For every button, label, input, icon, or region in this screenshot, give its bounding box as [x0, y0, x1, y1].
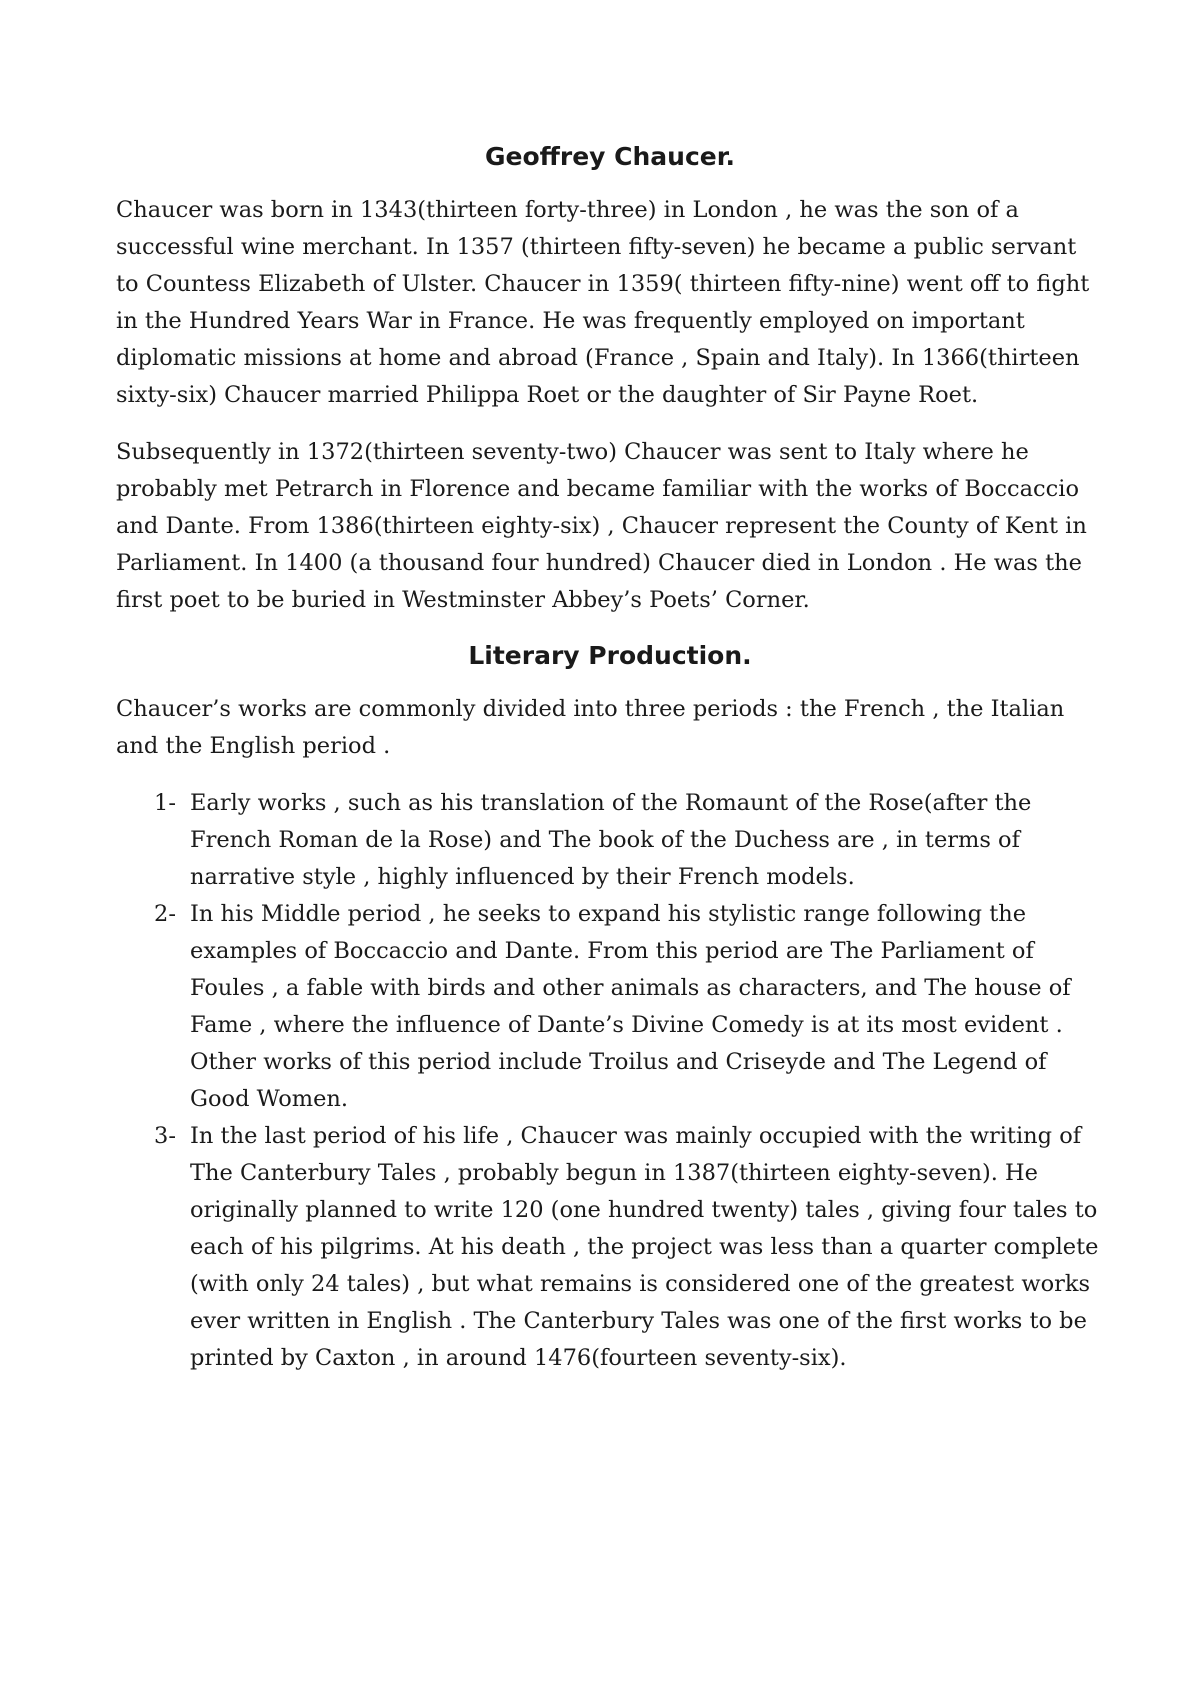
list-item-text: Early works , such as his translation of the Romaunt of the Rose(after the French Roman de la Rose) and The book of the Duchess are , in terms of narrative style , highly influenced by their French models.	[190, 790, 1032, 890]
section-title: Literary Production.	[468, 641, 752, 670]
list-item-number: 3-	[154, 1123, 176, 1149]
list-item	[154, 896, 1104, 1118]
list-item-text: In his Middle period , he seeks to expand his stylistic range following the examples of Boccaccio and Dante. From this period are The Parliament of Foules , a fable with birds and other animals as characters, and The house of Fame , where the influence of Dante’s Divine Comedy is at its most evident . Other works of this period include Troilus and Criseyde and The Legend of Good Women.	[190, 901, 1071, 1112]
section-intro: Chaucer’s works are commonly divided into three periods : the French , the Italian and the English period .	[116, 696, 1065, 759]
periods-list	[116, 785, 1104, 1377]
list-item-number: 1-	[154, 790, 176, 816]
page-title: Geoffrey Chaucer.	[484, 142, 736, 171]
list-item	[154, 1118, 1104, 1377]
biography-paragraph-1: Chaucer was born in 1343(thirteen forty-three) in London , he was the son of a successful wine merchant. In 1357 (thirteen fifty-seven) he became a public servant to Countess Elizabeth of Ulster. Chaucer in 1359( thirteen fifty-nine) went off to fight in the Hundred Years War in France. He was frequently employed on important diplomatic missions at home and abroad (France , Spain and Italy). In 1366(thirteen sixty-six) Chaucer married Philippa Roet or the daughter of Sir Payne Roet.	[116, 197, 1090, 408]
list-item-text: In the last period of his life , Chaucer was mainly occupied with the writing of The Canterbury Tales , probably begun in 1387(thirteen eighty-seven). He originally planned to write 120 (one hundred twenty) tales , giving four tales to each of his pilgrims. At his death , the project was less than a quarter complete (with only 24 tales) , but what remains is considered one of the greatest works ever written in English . The Canterbury Tales was one of the first works to be printed by Caxton , in around 1476(fourteen seventy-six).	[190, 1123, 1099, 1371]
list-item	[154, 785, 1104, 896]
list-item-number: 2-	[154, 901, 176, 927]
biography-paragraph-2: Subsequently in 1372(thirteen seventy-two) Chaucer was sent to Italy where he probably met Petrarch in Florence and became familiar with the works of Boccaccio and Dante. From 1386(thirteen eighty-six) , Chaucer represent the County of Kent in Parliament. In 1400 (a thousand four hundred) Chaucer died in London . He was the first poet to be buried in Westminster Abbey’s Poets’ Corner.	[116, 439, 1087, 613]
